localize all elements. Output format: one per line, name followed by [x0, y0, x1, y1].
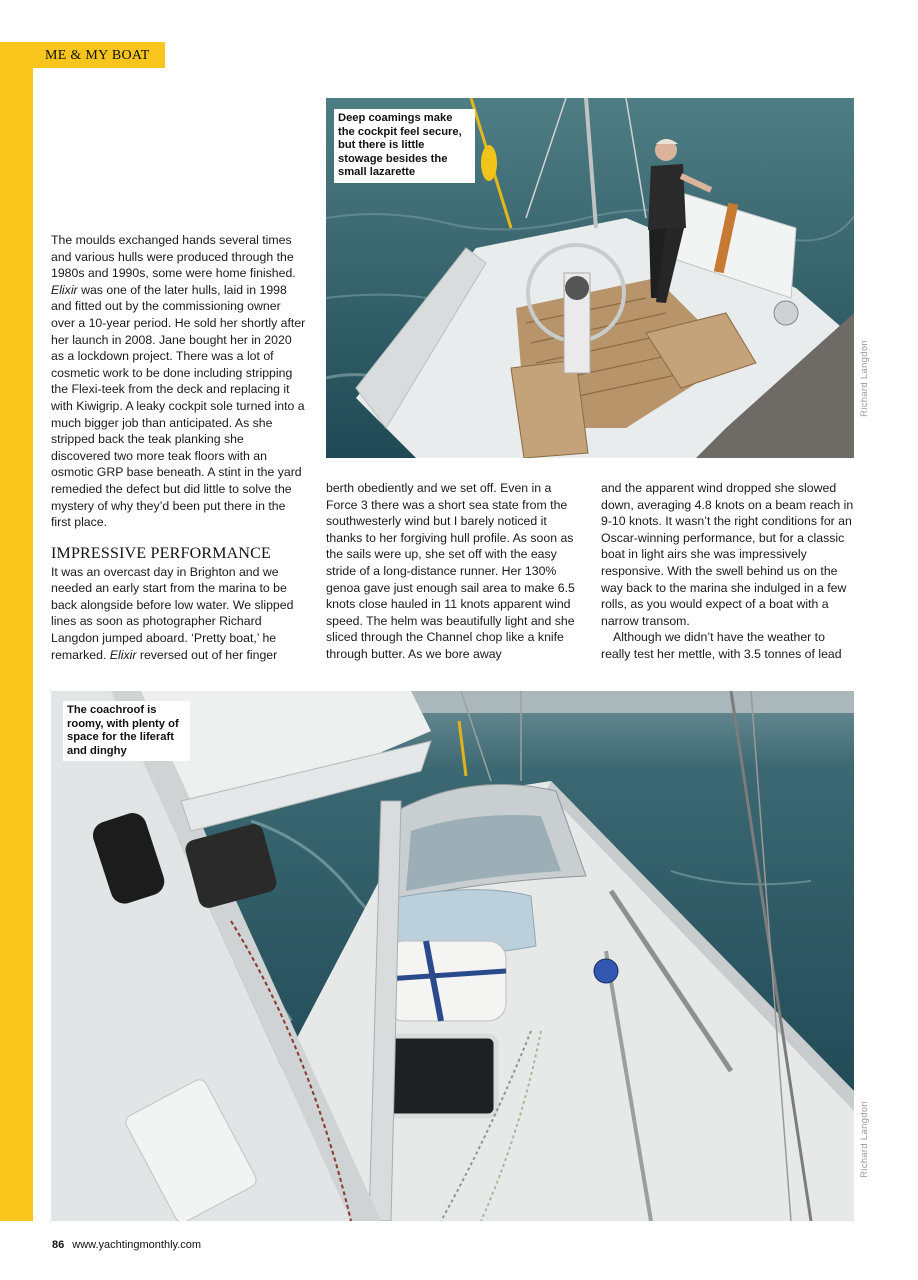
yellow-edge-bar — [0, 42, 33, 1221]
article-paragraph — [51, 564, 306, 664]
article-paragraph: and the apparent wind dropped she slowed down, averaging 4.8 knots on a beam reach in 9-10 knots. It wasn’t the right conditions for an Oscar-winning performance, but for a classic boat in light airs she was impressively responsive. With the swell behind us on the way back to the marina she indulged in a few rolls, as you would expect of a boat with a narrow transom. — [601, 481, 854, 628]
article-text: It was an overcast day in Brighton and we needed an early start from the marina to be back alongside before low water. We slipped lines as soon as photographer Richard Langdon jumped aboard. ‘Pretty boat,’ he remarked. — [51, 564, 294, 662]
coachroof-photo — [51, 691, 854, 1221]
article-column-2 — [326, 480, 583, 663]
article-paragraph: Although we didn’t have the weather to really test her mettle, with 3.5 tonnes of lead — [601, 630, 842, 661]
cockpit-photo-credit: Richard Langdon — [859, 340, 870, 417]
article-paragraph: berth obediently and we set off. Even in a Force 3 there was a short sea state from the southwesterly wind but I barely noticed it thanks to her forgiving hull profile. As soon as the sails were up, she set off with the easy stride of a long-distance runner. Her 130% genoa gave just enough sail area to make 6.5 knots close hauled in 11 knots apparent wind speed. The helm was beautifully light and she sliced through the Channel chop like a knife through butter. As we bore away — [326, 481, 575, 661]
article-text: reversed out of her finger — [136, 647, 278, 662]
cockpit-photo-caption: Deep coamings make the cockpit feel secure, but there is little stowage besides the small lazarette — [334, 109, 475, 183]
article-text: The moulds exchanged hands several times and various hulls were produced through the 1980s and 1990s, some were home finished. — [51, 233, 296, 281]
boat-name: Elixir — [51, 282, 78, 297]
article-paragraph — [51, 232, 306, 531]
coachroof-photo-credit: Richard Langdon — [859, 1101, 870, 1178]
section-label: ME & MY BOAT — [0, 42, 165, 68]
subheading: IMPRESSIVE PERFORMANCE — [51, 544, 272, 562]
coachroof-photo-caption: The coachroof is roomy, with plenty of space for the liferaft and dinghy — [63, 701, 190, 761]
article-text: was one of the later hulls, laid in 1998 and fitted out by the commissioning owner over a 10-year period. He sold her shortly after her launch in 2008. Jane bought her in 2020 as a lockdown project. There was a lot of cosmetic work to be done including stripping the Flexi-teek from the deck and replacing it with Kiwigrip. A leaky cockpit sole turned into a much bigger job than anticipated. As she stripped back the teak planking she discovered two more teak floors with an osmotic GRP base beneath. A stint in the yard remedied the defect but did little to solve the mystery of why they’d been put there in the first place. — [51, 282, 306, 530]
page-footer — [52, 1239, 201, 1251]
page-number: 86 — [52, 1239, 65, 1251]
boat-name: Elixir — [109, 647, 137, 662]
article-column-3 — [601, 480, 857, 663]
website-url: www.yachtingmonthly.com — [72, 1239, 202, 1251]
article-column-1 — [51, 232, 306, 663]
